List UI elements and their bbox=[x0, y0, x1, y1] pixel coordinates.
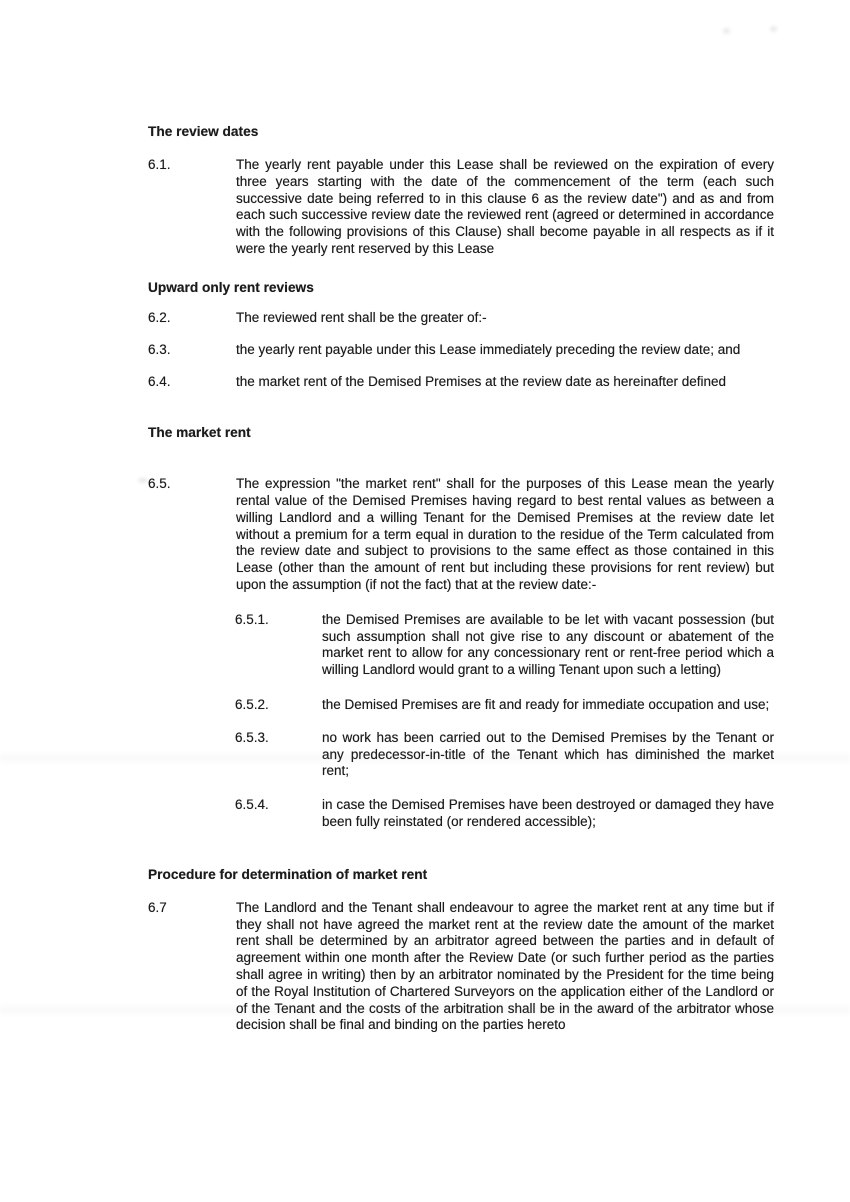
clause-number-6-3: 6.3. bbox=[148, 341, 171, 357]
clause-6-4 bbox=[148, 374, 774, 391]
section-heading-review-dates: The review dates bbox=[148, 124, 259, 139]
subclause-6-5-4 bbox=[235, 797, 774, 831]
document-content bbox=[148, 0, 774, 1034]
clause-number-6-5-1: 6.5.1. bbox=[235, 611, 269, 627]
clause-6-7 bbox=[148, 900, 774, 1034]
clause-6-3 bbox=[148, 342, 774, 359]
clause-text-6-1: The yearly rent payable under this Lease shall be reviewed on the expiration of every three years starting with the date of the commencement of the term (each such successive date being referred to in this clause 6 as the review date") and as and from each such successive review date the reviewed rent (agreed or determined in accordance with the following provisions of this Clause) shall become payable in all respects as if it were the yearly rent reserved by this Lease bbox=[236, 157, 774, 256]
clause-6-1 bbox=[148, 157, 774, 258]
subclause-6-5-3 bbox=[235, 730, 774, 780]
clause-text-6-5-1: the Demised Premises are available to be let with vacant possession (but such assumption shall not give rise to any discount or abatement of the market rent to allow for any concessionary rent or rent-free period which a willing Landlord would grant to a willing Tenant upon such a letting) bbox=[322, 611, 774, 678]
clause-number-6-5-4: 6.5.4. bbox=[235, 797, 269, 813]
clause-text-6-5-3: no work has been carried out to the Demised Premises by the Tenant or any predecessor-in-title of the Tenant which has diminished the market rent; bbox=[322, 729, 774, 779]
clause-text-6-5-2: the Demised Premises are fit and ready for immediate occupation and use; bbox=[322, 696, 770, 712]
clause-number-6-4: 6.4. bbox=[148, 374, 171, 390]
section-heading-market-rent: The market rent bbox=[148, 425, 251, 441]
clause-6-5 bbox=[148, 476, 774, 594]
clause-text-6-4: the market rent of the Demised Premises at the review date as hereinafter defined bbox=[236, 374, 727, 390]
clause-number-6-5: 6.5. bbox=[148, 476, 171, 492]
clause-number-6-7: 6.7 bbox=[148, 899, 167, 915]
subclause-6-5-2 bbox=[235, 697, 774, 714]
clause-number-6-5-3: 6.5.3. bbox=[235, 729, 269, 745]
clause-number-6-2: 6.2. bbox=[148, 309, 171, 325]
clause-text-6-5-4: in case the Demised Premises have been destroyed or damaged they have been fully reinstated (or rendered accessible); bbox=[322, 797, 774, 829]
clause-text-6-5: The expression "the market rent" shall for the purposes of this Lease mean the yearly rental value of the Demised Premises having regard to best rental values as between a willing Landlord and a willing Tenant for the Demised Premises at the review date let without a premium for a term equal in duration to the residue of the Term calculated from the review date and subject to provisions to the same effect as those contained in this Lease (other than the amount of rent but including these provisions for rent review) but upon the assumption (if not the fact) that at the review date:- bbox=[236, 476, 774, 592]
clause-number-6-5-2: 6.5.2. bbox=[235, 696, 269, 712]
section-heading-procedure: Procedure for determination of market rent bbox=[148, 866, 428, 882]
subclause-6-5-1 bbox=[235, 612, 774, 679]
clause-text-6-3: the yearly rent payable under this Lease immediately preceding the review date; and bbox=[236, 341, 741, 357]
scan-artifact-smudge bbox=[138, 478, 148, 483]
section-heading-upward-only-rent-reviews: Upward only rent reviews bbox=[148, 279, 314, 295]
clause-6-2 bbox=[148, 310, 774, 327]
clause-text-6-7: The Landlord and the Tenant shall endeavour to agree the market rent at any time but if they shall not have agreed the market rent at the review date the amount of the market rent shall be determined by an arbitrator agreed between the parties and in default of agreement within one month after the Review Date (or such further period as the parties shall agree in writing) then by an arbitrator nominated by the President for the time being of the Royal Institution of Chartered Surveyors on the application either of the Landlord or of the Tenant and the costs of the arbitration shall be in the award of the arbitrator whose decision shall be final and binding on the parties hereto bbox=[236, 899, 774, 1033]
clause-text-6-2: The reviewed rent shall be the greater of:- bbox=[236, 309, 487, 325]
clause-number-6-1: 6.1. bbox=[148, 157, 171, 172]
